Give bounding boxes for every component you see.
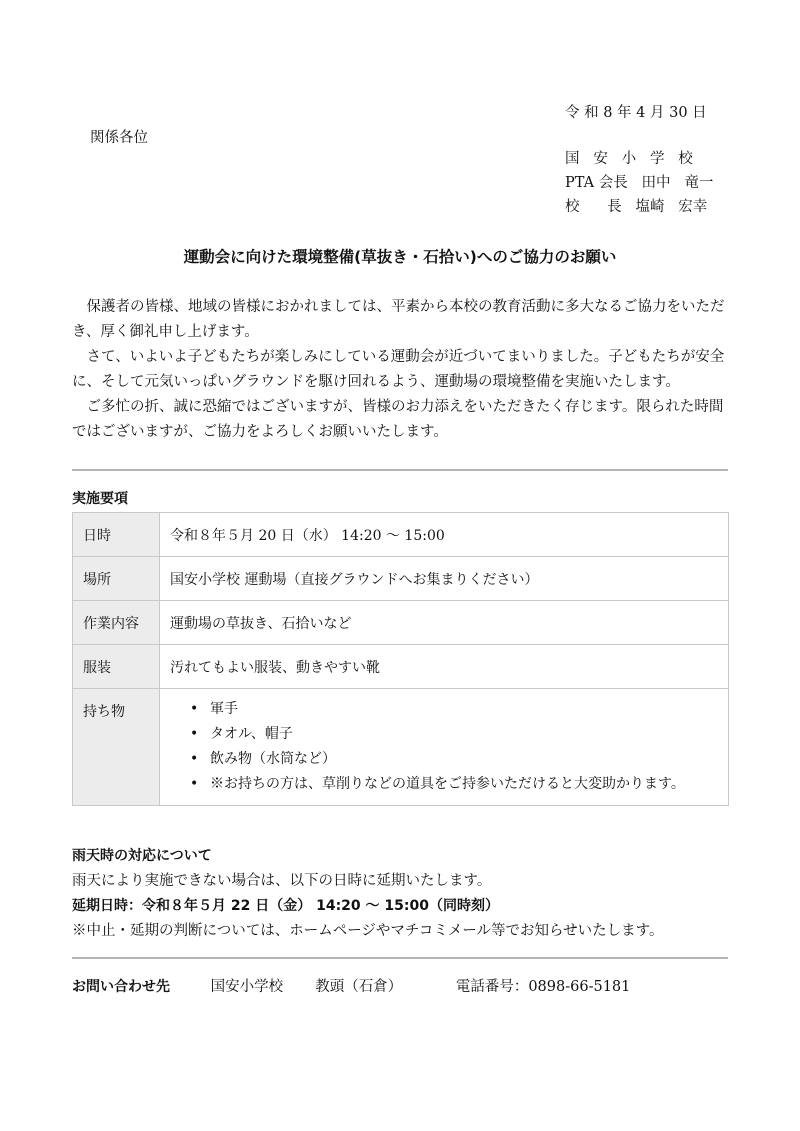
postponed-date: 延期日時：令和８年５月 22 日（金） 14:20 ～ 15:00（同時刻） — [72, 898, 499, 914]
table-row — [73, 513, 729, 557]
recipient: 関係各位 — [90, 130, 148, 146]
row-value: 汚れてもよい服装、動きやすい靴 — [160, 645, 729, 689]
rain-note: ※中止・延期の判断については、ホームページやマチコミメール等でお知らせいたします。 — [72, 923, 664, 939]
rain-text: 雨天により実施できない場合は、以下の日時に延期いたします。 — [72, 873, 492, 889]
contact-phone: 電話番号：0898-66-5181 — [455, 979, 631, 995]
rain-section — [72, 844, 663, 944]
body-text — [72, 295, 732, 445]
rain-heading: 雨天時の対応について — [72, 848, 212, 864]
table-row — [73, 645, 729, 689]
signatories — [565, 147, 713, 219]
contact-label: お問い合わせ先 — [72, 979, 170, 995]
document-date: 令 和 8 年 4 月 30 日 — [565, 105, 707, 121]
divider — [72, 469, 728, 471]
list-item: • 飲み物（水筒など） — [210, 747, 718, 772]
contact-person: 教頭（石倉） — [315, 979, 403, 995]
body-paragraph: さて、いよいよ子どもたちが楽しみにしている運動会が近づいてまいりました。子どもたちが安全に、そして元気いっぱいグラウンドを駆け回れるよう、運動場の環境整備を実施いたします。 — [72, 349, 725, 390]
row-label: 作業内容 — [73, 601, 160, 645]
row-label: 場所 — [73, 557, 160, 601]
row-value: 国安小学校 運動場（直接グラウンドへお集まりください） — [160, 557, 729, 601]
body-paragraph: 保護者の皆様、地域の皆様におかれましては、平素から本校の教育活動に多大なるご協力をいただき、厚く御礼申し上げます。 — [72, 299, 725, 340]
belongings-list — [170, 697, 718, 797]
row-label: 服装 — [73, 645, 160, 689]
body-paragraph: ご多忙の折、誠に恐縮ではございますが、皆様のお力添えをいただきたく存じます。限られた時間ではございますが、ご協力をよろしくお願いいたします。 — [72, 399, 724, 440]
signatory-principal: 校 長 塩崎 宏幸 — [565, 199, 708, 215]
row-label: 持ち物 — [73, 689, 160, 806]
row-value — [160, 689, 729, 806]
document-title: 運動会に向けた環境整備(草抜き・石拾い)へのご協力のお願い — [183, 248, 617, 266]
row-value: 運動場の草抜き、石拾いなど — [160, 601, 729, 645]
requirements-table — [72, 512, 729, 806]
row-label: 日時 — [73, 513, 160, 557]
table-row — [73, 689, 729, 806]
contact-school: 国安小学校 — [210, 979, 284, 995]
requirements-heading: 実施要項 — [72, 491, 128, 507]
table-row — [73, 601, 729, 645]
list-item: • 軍手 — [210, 697, 718, 722]
table-row — [73, 557, 729, 601]
list-item: • タオル、帽子 — [210, 722, 718, 747]
contact-line — [72, 975, 630, 996]
signatory-school: 国 安 小 学 校 — [565, 151, 693, 167]
row-value: 令和８年５月 20 日（水） 14:20 ～ 15:00 — [160, 513, 729, 557]
signatory-pta: PTA 会長 田中 竜一 — [565, 175, 714, 191]
list-item: • ※お持ちの方は、草削りなどの道具をご持参いただけると大変助かります。 — [210, 772, 718, 797]
divider — [72, 957, 728, 959]
